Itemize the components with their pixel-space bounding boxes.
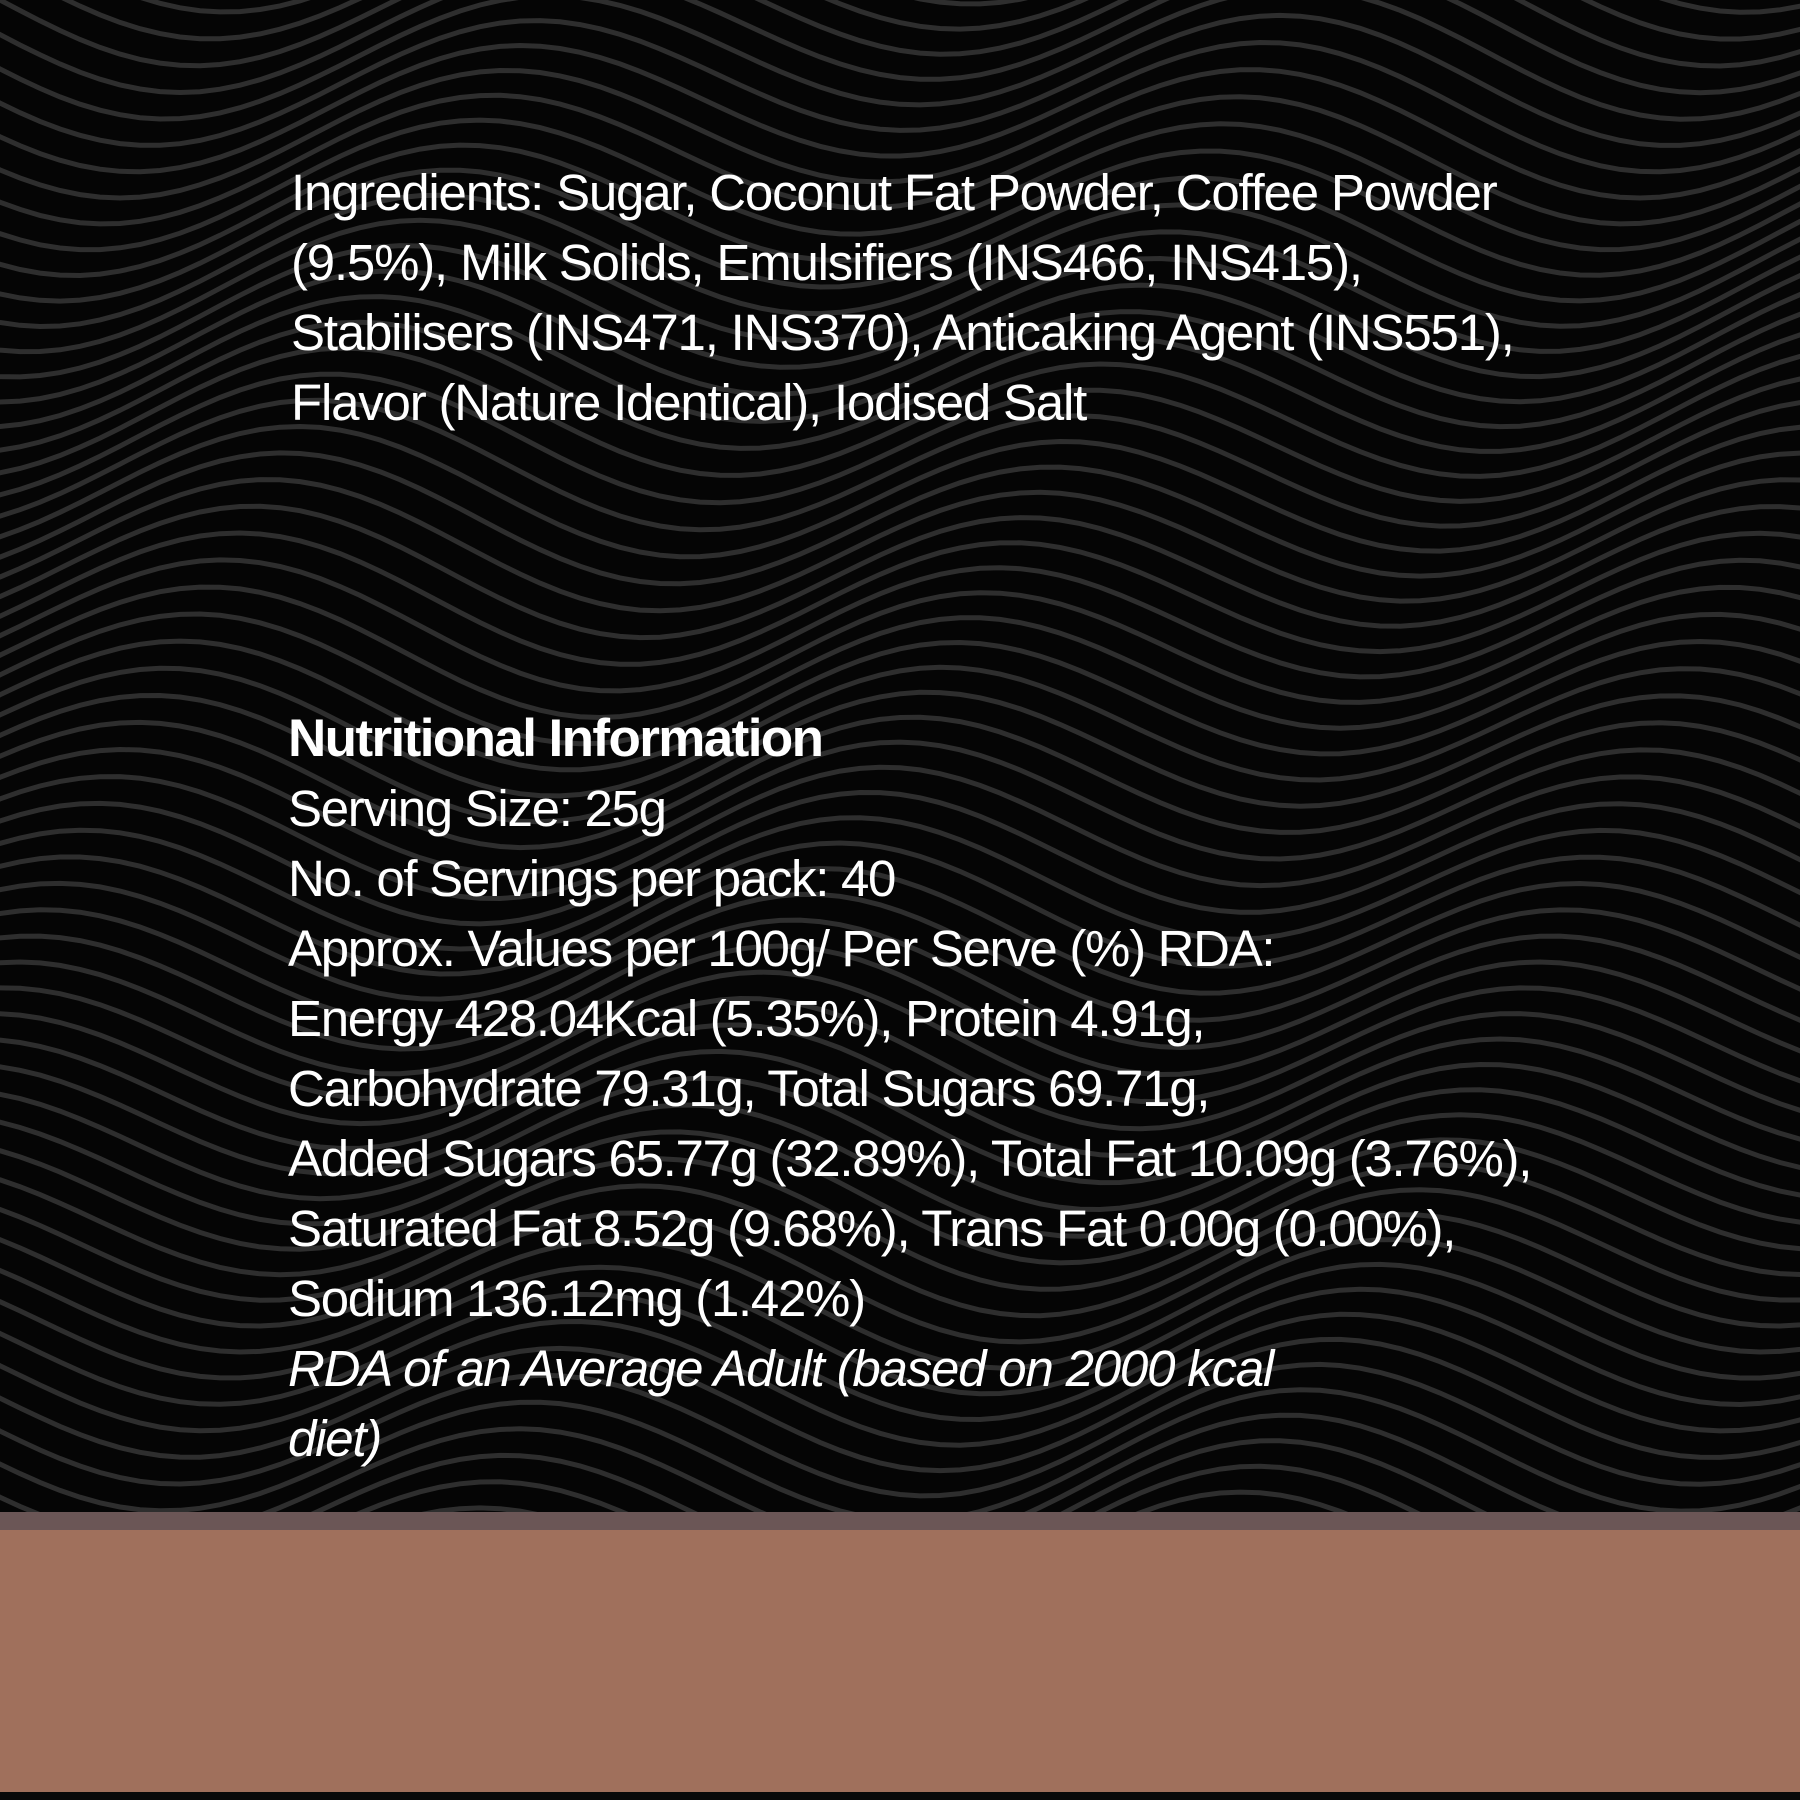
- serving-size: Serving Size: 25g: [288, 780, 666, 837]
- values-header: Approx. Values per 100g/ Per Serve (%) RDA:: [288, 920, 1275, 977]
- bottom-edge: [0, 1792, 1800, 1800]
- nutrition-info-block: [288, 704, 1608, 1474]
- divider-strip: [0, 1512, 1800, 1530]
- wave-line: [0, 0, 1800, 119]
- wave-line: [0, 0, 1800, 93]
- nutrient-line: Saturated Fat 8.52g (9.68%), Trans Fat 0.00g (0.00%),: [288, 1200, 1456, 1257]
- wave-line: [0, 15, 1800, 145]
- nutrition-title: Nutritional Information: [288, 709, 823, 768]
- wave-line: [0, 587, 1800, 717]
- rda-note: RDA of an Average Adult (based on 2000 kcal diet): [288, 1340, 1274, 1467]
- bottom-color-panel: [0, 1530, 1800, 1792]
- servings-per-pack: No. of Servings per pack: 40: [288, 850, 896, 907]
- nutrient-line: Carbohydrate 79.31g, Total Sugars 69.71g,: [288, 1060, 1210, 1117]
- ingredients-text: Ingredients: Sugar, Coconut Fat Powder, Coffee Powder (9.5%), Milk Solids, Emulsifiers (INS466, INS415), Stabilisers (INS471, INS370), Anticaking Agent (INS551), Flavor (Nature Identical), Iodised Salt: [291, 164, 1514, 431]
- nutrient-line: Sodium 136.12mg (1.42%): [288, 1270, 865, 1327]
- nutrient-line: Added Sugars 65.77g (32.89%), Total Fat 10.09g (3.76%),: [288, 1130, 1532, 1187]
- nutrient-line: Energy 428.04Kcal (5.35%), Protein 4.91g,: [288, 990, 1205, 1047]
